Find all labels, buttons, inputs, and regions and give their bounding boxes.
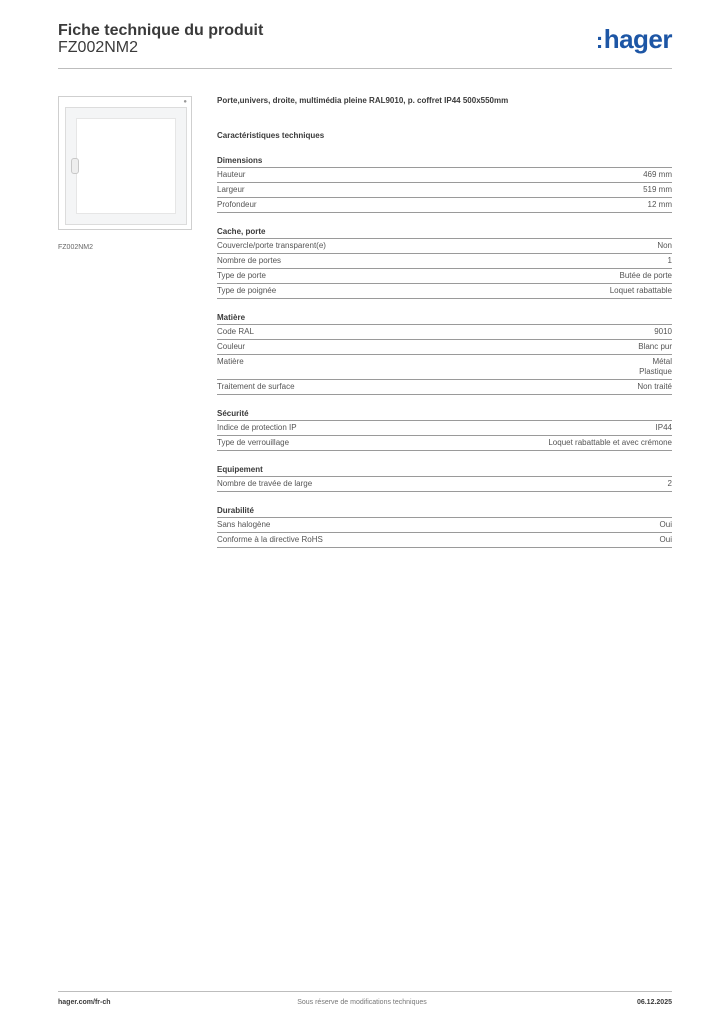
spec-group <box>217 155 672 213</box>
footer-note: Sous réserve de modifications techniques <box>297 999 427 1006</box>
header-divider <box>58 68 672 69</box>
spec-value-cell <box>620 271 672 281</box>
spec-label: Type de porte <box>217 271 266 280</box>
spec-value-cell <box>656 423 672 433</box>
spec-value: Non traité <box>637 382 672 391</box>
spec-label: Type de verrouillage <box>217 438 290 447</box>
spec-row <box>217 436 672 451</box>
spec-value-cell <box>639 357 672 377</box>
spec-value-secondary: Plastique <box>639 367 672 376</box>
spec-group <box>217 312 672 395</box>
product-image-caption: FZ002NM2 <box>58 244 94 251</box>
spec-value: 2 <box>667 479 672 488</box>
page-title: Fiche technique du produit <box>58 22 264 39</box>
spec-value-cell <box>660 535 672 545</box>
spec-value-cell <box>638 342 672 352</box>
product-image <box>58 96 192 230</box>
spec-value-cell <box>643 170 672 180</box>
spec-value: Loquet rabattable et avec crémone <box>548 438 672 447</box>
spec-row <box>217 239 672 254</box>
spec-group <box>217 505 672 548</box>
spec-row <box>217 254 672 269</box>
specs-heading: Caractéristiques techniques <box>217 131 325 140</box>
spec-value-cell <box>548 438 672 448</box>
spec-group-title: Matière <box>217 312 672 325</box>
spec-value: Loquet rabattable <box>609 286 672 295</box>
spec-group <box>217 226 672 299</box>
spec-value: 12 mm <box>647 200 672 209</box>
spec-label: Traitement de surface <box>217 382 295 391</box>
spec-group <box>217 408 672 451</box>
spec-groups <box>217 155 672 548</box>
spec-label: Profondeur <box>217 200 257 209</box>
footer-date: 06.12.2025 <box>636 999 672 1006</box>
spec-value-cell <box>668 479 672 489</box>
spec-value-cell <box>657 241 672 251</box>
spec-group-title: Sécurité <box>217 408 672 421</box>
spec-value-cell <box>643 185 672 195</box>
spec-group-title: Cache, porte <box>217 226 672 239</box>
spec-value: 469 mm <box>643 170 672 179</box>
spec-value-cell <box>637 382 672 392</box>
footer-website-link[interactable]: hager.com/fr-ch <box>58 999 111 1006</box>
spec-row <box>217 355 672 380</box>
spec-label: Couvercle/porte transparent(e) <box>217 241 326 250</box>
spec-group <box>217 464 672 492</box>
spec-row <box>217 183 672 198</box>
spec-content <box>217 96 672 561</box>
hager-logo <box>596 26 672 52</box>
spec-value: 1 <box>667 256 672 265</box>
spec-value: 519 mm <box>643 185 672 194</box>
spec-label: Conforme à la directive RoHS <box>217 535 323 544</box>
footer-divider <box>58 991 672 992</box>
spec-value-cell <box>660 520 672 530</box>
spec-row <box>217 380 672 395</box>
spec-value: Non <box>657 241 672 250</box>
product-reference: FZ002NM2 <box>58 39 139 56</box>
product-description: Porte,univers, droite, multimédia pleine RAL9010, p. coffret IP44 500x550mm <box>217 96 509 105</box>
spec-label: Type de poignée <box>217 286 277 295</box>
spec-value-cell <box>610 286 672 296</box>
spec-label: Nombre de portes <box>217 256 282 265</box>
spec-label: Sans halogène <box>217 520 271 529</box>
spec-label: Couleur <box>217 342 246 351</box>
spec-row <box>217 518 672 533</box>
spec-row <box>217 421 672 436</box>
spec-label: Largeur <box>217 185 245 194</box>
door-handle-icon <box>71 158 79 174</box>
spec-row <box>217 533 672 548</box>
spec-row <box>217 325 672 340</box>
spec-value: IP44 <box>655 423 672 432</box>
logo-prefix: : <box>595 28 603 53</box>
spec-label: Hauteur <box>217 170 246 179</box>
spec-label: Code RAL <box>217 327 254 336</box>
spec-label: Nombre de travée de large <box>217 479 313 488</box>
spec-group-title: Equipement <box>217 464 672 477</box>
door-pane <box>76 118 176 214</box>
logo-text: hager <box>603 24 672 54</box>
spec-value: Métal <box>652 357 672 366</box>
spec-value-cell <box>648 200 672 210</box>
spec-value-cell <box>668 256 672 266</box>
spec-value: 9010 <box>654 327 672 336</box>
spec-value: Oui <box>659 535 672 544</box>
spec-value-cell <box>654 327 672 337</box>
spec-label: Indice de protection IP <box>217 423 297 432</box>
spec-value: Oui <box>659 520 672 529</box>
spec-label: Matière <box>217 357 244 366</box>
spec-row <box>217 168 672 183</box>
spec-row <box>217 477 672 492</box>
spec-group-title: Durabilité <box>217 505 672 518</box>
spec-row <box>217 198 672 213</box>
spec-row <box>217 269 672 284</box>
corner-mark-icon: ● <box>183 99 187 105</box>
door-illustration <box>65 107 187 225</box>
spec-value: Blanc pur <box>638 342 672 351</box>
spec-row <box>217 340 672 355</box>
spec-value: Butée de porte <box>619 271 672 280</box>
spec-group-title: Dimensions <box>217 155 672 168</box>
spec-row <box>217 284 672 299</box>
